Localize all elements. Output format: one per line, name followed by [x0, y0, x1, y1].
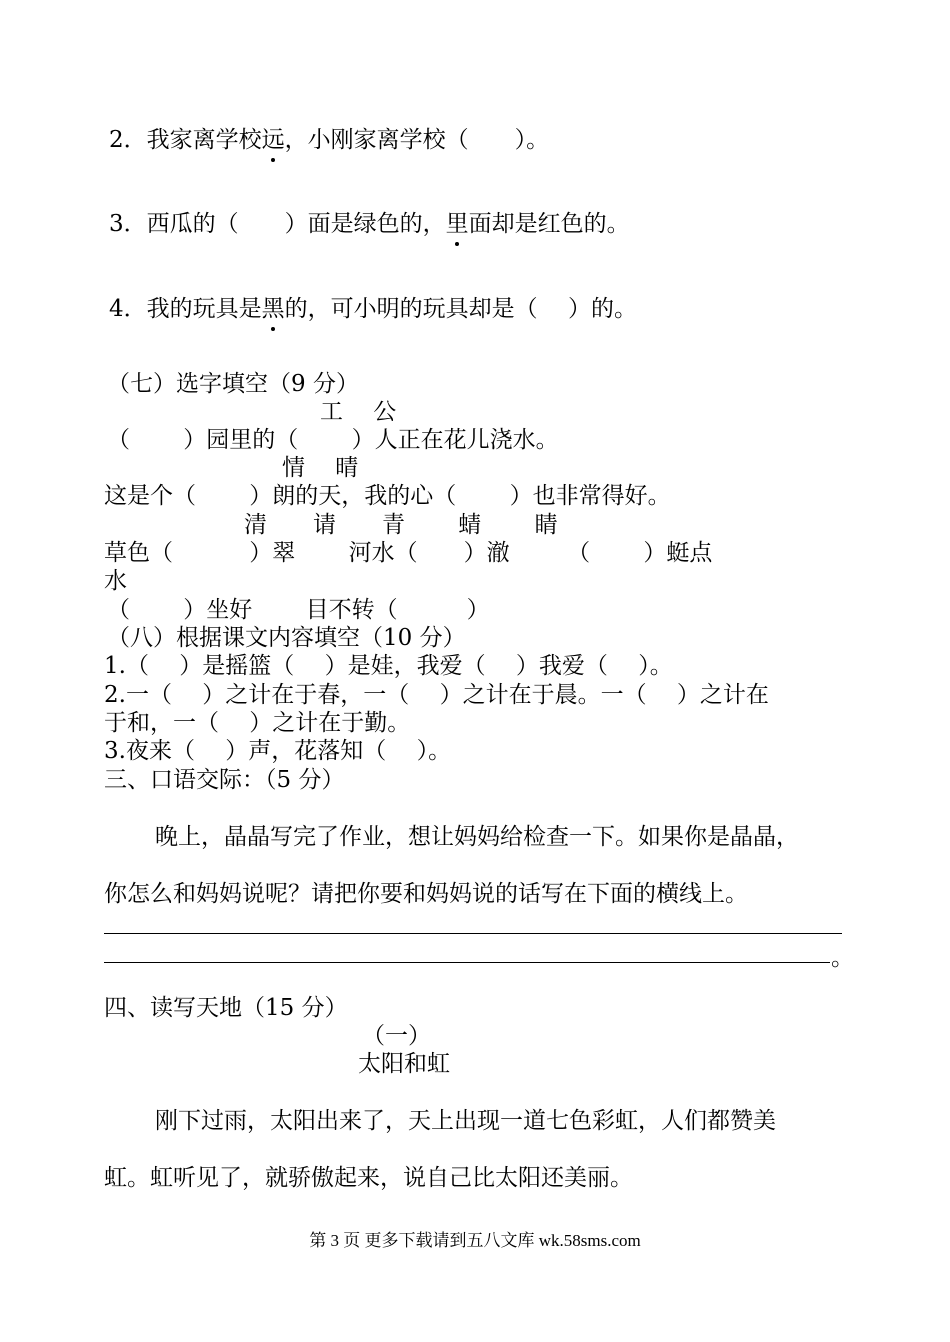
answer-end-mark: 。: [831, 945, 854, 971]
group-3-options: 清 请 青 蜻 睛: [244, 512, 558, 538]
part-3-paragraph-1: 晚上，晶晶写完了作业，想让妈妈给检查一下。如果你是晶晶，: [155, 824, 799, 850]
story-title: 太阳和虹: [358, 1051, 450, 1077]
section-8-title: （八）根据课文内容填空（10 分）: [107, 625, 466, 651]
section-7-title: （七）选字填空（9 分）: [107, 371, 359, 397]
fill-line-2: 2.一（ ）之计在于春，一（ ）之计在于晨。一（ ）之计在: [104, 682, 769, 708]
group-2-sentence: 这是个（ ）朗的天，我的心（ ）也非常得好。: [104, 483, 671, 509]
story-paragraph-2: 虹。虹听见了，就骄傲起来，说自己比太阳还美丽。: [104, 1165, 633, 1191]
q4-dotted-char: 黑: [261, 296, 285, 322]
page-footer: 第 3 页 更多下载请到五八文库 wk.58sms.com: [309, 1231, 641, 1250]
group-3-wrap: 水: [104, 568, 127, 594]
answer-line-2[interactable]: [104, 962, 830, 963]
answer-line-1[interactable]: [104, 933, 842, 934]
q4-text-b: 的，可小明的玩具却是（ ）的。: [284, 296, 637, 322]
q3-text-b: 面却是红色的。: [468, 211, 630, 237]
group-2-options: 情 晴: [282, 455, 359, 481]
q3-dotted-char: 里: [445, 211, 469, 237]
q3-text-a: 3．西瓜的（ ）面是绿色的，: [109, 211, 446, 237]
group-1-options: 工 公: [320, 399, 397, 425]
part-3-paragraph-2: 你怎么和妈妈说呢？请把你要和妈妈说的话写在下面的横线上。: [104, 881, 748, 907]
part-3-title: 三、口语交际：（5 分）: [104, 767, 345, 793]
group-3-sentence-2: （ ）坐好 目不转（ ）: [107, 597, 490, 623]
question-3: [109, 210, 630, 238]
story-paragraph-1: 刚下过雨，太阳出来了，天上出现一道七色彩虹，人们都赞美: [155, 1108, 776, 1134]
fill-line-2-wrap: 于和，一（ ）之计在于勤。: [104, 710, 411, 736]
group-3-sentence: 草色（ ）翠 河水（ ）澈 （ ）蜓点: [104, 540, 713, 566]
q2-text-a: 2．我家离学校: [109, 127, 262, 153]
question-2: [109, 126, 549, 154]
question-4: [109, 295, 637, 323]
q2-text-b: ，小刚家离学校（ ）。: [284, 127, 550, 153]
fill-line-1: 1.（ ）是摇篮（ ）是娃，我爱（ ）我爱（ ）。: [104, 653, 673, 679]
group-1-sentence: （ ）园里的（ ）人正在花儿浇水。: [107, 427, 559, 453]
q4-text-a: 4．我的玩具是: [109, 296, 262, 322]
part-4-title: 四、读写天地（15 分）: [104, 995, 348, 1021]
fill-line-3: 3.夜来（ ）声，花落知（ ）。: [104, 738, 452, 764]
passage-number: （一）: [362, 1023, 431, 1049]
q2-dotted-char: 远: [261, 127, 285, 153]
